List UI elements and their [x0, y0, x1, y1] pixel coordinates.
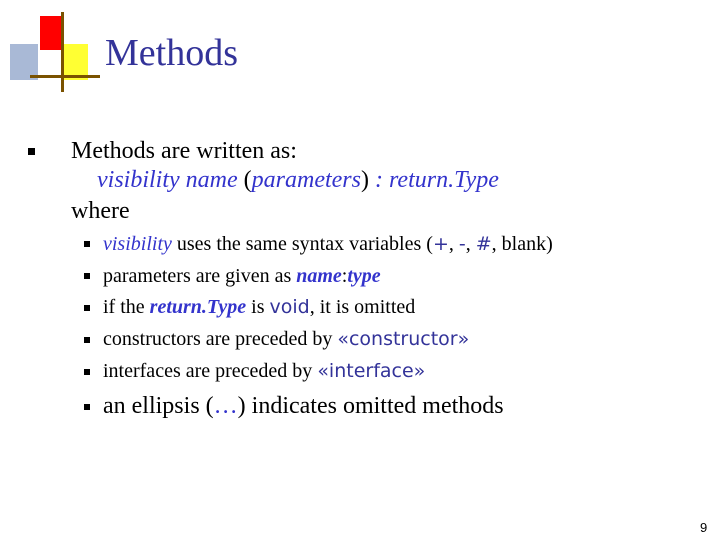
bullet-icon — [84, 337, 90, 343]
sig-name: name — [185, 167, 238, 193]
item-stereotype: «constructor» — [337, 328, 470, 350]
item-text: , — [465, 233, 476, 255]
item-text: interfaces are preceded by — [103, 360, 318, 382]
item-text: is — [246, 296, 270, 318]
sig-close: ) — [360, 167, 369, 193]
decor-horizontal-line — [30, 75, 100, 78]
item-symbol: + — [432, 233, 449, 255]
item-type: type — [347, 265, 381, 287]
sig-open: ( — [243, 167, 252, 193]
item-text: , blank) — [491, 233, 553, 255]
list-item-parameters — [103, 266, 381, 286]
item-ellipsis: … — [213, 393, 238, 419]
sig-visibility: visibility — [97, 167, 180, 193]
list-item-interfaces — [103, 361, 425, 381]
item-text: , — [448, 233, 459, 255]
list-item-visibility — [103, 234, 553, 254]
item-text: if the — [103, 296, 150, 318]
intro-line: Methods are written as: — [71, 138, 297, 164]
bullet-icon — [84, 404, 90, 410]
sig-colon: : — [368, 167, 389, 193]
item-symbol: - — [458, 233, 466, 255]
sig-return: return.Type — [388, 167, 499, 193]
bullet-icon — [28, 148, 35, 155]
bullet-icon — [84, 369, 90, 375]
list-item-return-type — [103, 297, 415, 317]
sig-params: parameters — [251, 167, 361, 193]
item-name: name — [296, 265, 342, 287]
list-item-ellipsis — [103, 394, 504, 418]
item-void: void — [269, 296, 310, 318]
item-text: visibility — [103, 233, 172, 255]
item-text: an ellipsis ( — [103, 393, 214, 419]
bullet-icon — [84, 273, 90, 279]
item-text: parameters are given as — [103, 265, 297, 287]
bullet-icon — [84, 241, 90, 247]
bullet-icon — [84, 305, 90, 311]
item-text: , it is omitted — [309, 296, 416, 318]
list-item-constructors — [103, 329, 469, 349]
item-text: ) indicates omitted methods — [237, 393, 504, 419]
page-number: 9 — [700, 520, 708, 535]
slide-title: Methods — [105, 32, 238, 74]
where-line: where — [71, 198, 130, 224]
item-stereotype: «interface» — [317, 360, 426, 382]
item-return-type: return.Type — [149, 296, 247, 318]
decor-vertical-line — [61, 12, 64, 92]
item-symbol: # — [475, 233, 492, 255]
method-signature — [97, 168, 499, 192]
item-text: constructors are preceded by — [103, 328, 338, 350]
item-colon: : — [341, 265, 348, 287]
item-text: uses the same syntax variables ( — [171, 233, 433, 255]
